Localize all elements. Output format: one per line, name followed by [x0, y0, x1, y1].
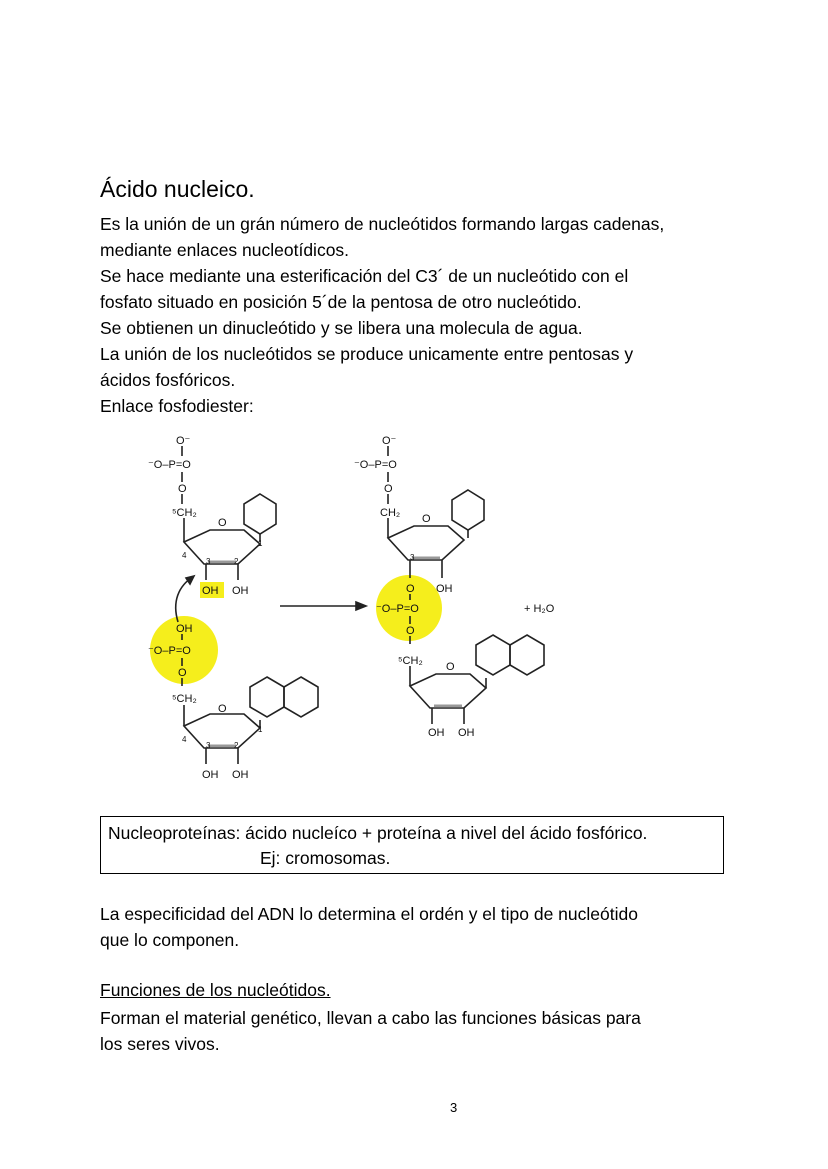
phosphate-label: ⁻O–P=O [354, 459, 397, 471]
oh-label: OH [232, 769, 249, 781]
o-label: O [178, 483, 187, 495]
num-label: 3 [410, 553, 415, 562]
paragraph-line: La unión de los nucleótidos se produce unicamente entre pentosas y [100, 344, 634, 364]
paragraph-line: Se obtienen un dinucleótido y se libera una molecula de agua. [100, 318, 583, 338]
paragraph-line: mediante enlaces nucleotídicos. [100, 240, 350, 260]
o-label: O [406, 583, 415, 595]
ch2-label: ⁵CH₂ [398, 655, 423, 667]
oh-label: OH [202, 769, 219, 781]
num-label: 2 [234, 741, 239, 750]
ring-o-label: O [218, 703, 227, 715]
water-label: + H₂O [524, 603, 555, 615]
paragraph-line: Forman el material genético, llevan a cabo las funciones básicas para [100, 1008, 641, 1028]
intro-paragraph [100, 211, 750, 419]
num-label: 4 [182, 551, 187, 560]
page-number: 3 [450, 1100, 458, 1115]
functions-heading: Funciones de los nucleótidos. [100, 980, 331, 1000]
o-label: O [384, 483, 393, 495]
ch2-label: ⁵CH₂ [172, 507, 197, 519]
ring-o-label: O [446, 661, 455, 673]
o-minus-label: O⁻ [176, 435, 191, 447]
num-label: 3 [206, 557, 211, 566]
o-label: O [406, 625, 415, 637]
oh-label: OH [428, 727, 445, 739]
box-line: Nucleoproteínas: ácido nucleíco + proteína a nivel del ácido fosfórico. [108, 823, 648, 843]
num-label: 4 [182, 735, 187, 744]
ch2-label: ⁵CH₂ [172, 693, 197, 705]
num-label: 1 [258, 725, 263, 734]
phosphodiester-diagram [120, 430, 640, 790]
o-label: O [178, 667, 187, 679]
paragraph-line: Es la unión de un grán número de nucleótidos formando largas cadenas, [100, 214, 665, 234]
paragraph-line: que lo componen. [100, 930, 240, 950]
nucleoprotein-box [100, 816, 724, 874]
paragraph-line: ácidos fosfóricos. [100, 370, 236, 390]
o-minus-label: O⁻ [382, 435, 397, 447]
paragraph-line: Se hace mediante una esterificación del C3´ de un nucleótido con el [100, 266, 629, 286]
phosphate-label: ⁻O–P=O [148, 645, 191, 657]
box-example: Ej: cromosomas. [260, 848, 391, 868]
oh-label: OH [436, 583, 453, 595]
oh-label: OH [232, 585, 249, 597]
paragraph-line: La especificidad del ADN lo determina el ordén y el tipo de nucleótido [100, 904, 638, 924]
phosphate-label: ⁻O–P=O [148, 459, 191, 471]
page-title: Ácido nucleico. [100, 176, 255, 202]
ch2-label: CH₂ [380, 507, 401, 519]
oh-label: OH [202, 585, 219, 597]
phosphate-label: ⁻O–P=O [376, 603, 419, 615]
num-label: 2 [234, 557, 239, 566]
ring-o-label: O [422, 513, 431, 525]
ring-o-label: O [218, 517, 227, 529]
specificity-paragraph [100, 901, 638, 953]
num-label: 1 [258, 539, 263, 548]
paragraph-line: Enlace fosfodiester: [100, 396, 254, 416]
oh-label: OH [458, 727, 475, 739]
oh-label: OH [176, 623, 193, 635]
paragraph-line: los seres vivos. [100, 1034, 220, 1054]
paragraph-line: fosfato situado en posición 5´de la pentosa de otro nucleótido. [100, 292, 582, 312]
functions-paragraph [100, 1005, 641, 1057]
num-label: 3 [206, 741, 211, 750]
